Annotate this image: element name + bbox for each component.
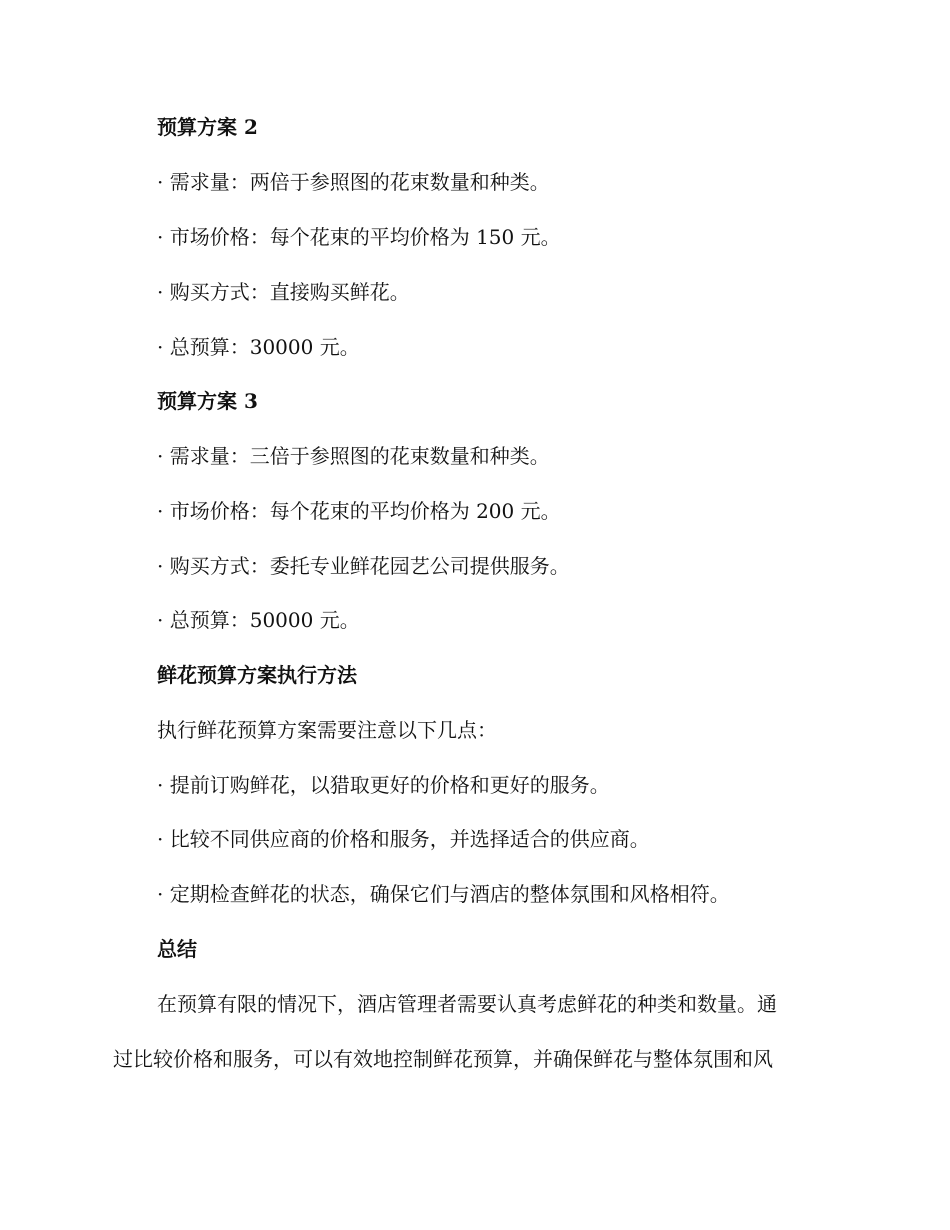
plan2-item-total: · 总预算：30000 元。 <box>157 335 360 359</box>
plan2-item-purchase: · 购买方式：直接购买鲜花。 <box>157 280 410 304</box>
execution-item-advance-order: · 提前订购鲜花，以猎取更好的价格和更好的服务。 <box>157 773 610 797</box>
execution-item-inspect: · 定期检查鲜花的状态，确保它们与酒店的整体氛围和风格相符。 <box>157 882 730 906</box>
plan3-item-demand: · 需求量：三倍于参照图的花束数量和种类。 <box>157 444 550 468</box>
plan3-item-total: · 总预算：50000 元。 <box>157 608 360 632</box>
plan2-item-demand: · 需求量：两倍于参照图的花束数量和种类。 <box>157 170 550 194</box>
plan3-item-price: · 市场价格：每个花束的平均价格为 200 元。 <box>157 499 561 523</box>
summary-line-1: 在预算有限的情况下，酒店管理者需要认真考虑鲜花的种类和数量。通 <box>157 992 777 1016</box>
summary-heading: 总结 <box>157 937 197 961</box>
summary-paragraph <box>113 990 828 1073</box>
execution-item-compare-suppliers: · 比较不同供应商的价格和服务，并选择适合的供应商。 <box>157 827 650 851</box>
execution-intro: 执行鲜花预算方案需要注意以下几点： <box>157 718 497 742</box>
plan3-item-purchase: · 购买方式：委托专业鲜花园艺公司提供服务。 <box>157 554 570 578</box>
plan2-heading: 预算方案 2 <box>157 115 258 139</box>
plan3-heading: 预算方案 3 <box>157 389 258 413</box>
execution-heading: 鲜花预算方案执行方法 <box>157 663 357 687</box>
plan2-item-price: · 市场价格：每个花束的平均价格为 150 元。 <box>157 225 561 249</box>
summary-line-2: 过比较价格和服务，可以有效地控制鲜花预算，并确保鲜花与整体氛围和风 <box>113 1047 773 1071</box>
